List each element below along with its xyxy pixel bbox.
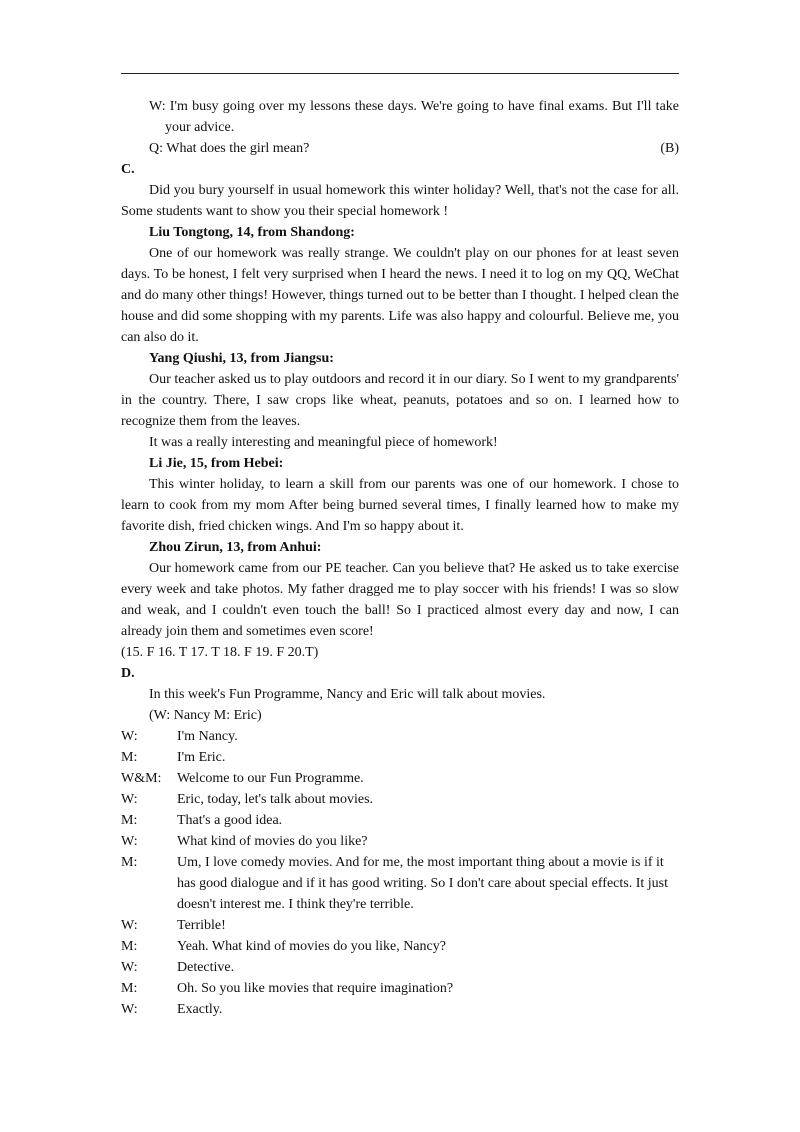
speaker: M: [121, 939, 138, 954]
speaker: W: [121, 1002, 138, 1017]
speaker: W: [121, 834, 138, 849]
speaker: W: [121, 960, 138, 975]
section-c-label: C. [121, 162, 135, 177]
speaker: W: [121, 792, 138, 807]
utterance: That's a good idea. [177, 813, 283, 828]
page-body [121, 96, 679, 1020]
utterance: Detective. [177, 960, 235, 975]
speaker: W&M: [121, 771, 162, 786]
question-answer: (B) [660, 141, 679, 156]
dialogue-row [121, 957, 679, 978]
student-paragraph: One of our homework was really strange. We couldn't play on our phones for at least seven days. To be honest, I felt very surprised when I heard the news. I need it to log on my QQ, WeChat and do many other things! However, things turned out to be better than I thought. I helped clean the house and did some shopping with my parents. Life was also happy and colourful. Believe me, you can also do it. [121, 246, 679, 345]
question-text: Q: What does the girl mean? [149, 141, 310, 156]
utterance: Welcome to our Fun Programme. [177, 771, 364, 786]
dialogue-row [121, 915, 679, 936]
dialogue-line-w: W: I'm busy going over my lessons these days. We're going to have final exams. But I'll take your advice. [149, 99, 679, 135]
utterance: What kind of movies do you like? [177, 834, 368, 849]
section-c-answers: (15. F 16. T 17. T 18. F 19. F 20.T) [121, 645, 319, 660]
dialogue-row [121, 810, 679, 831]
dialogue-row [121, 999, 679, 1020]
dialogue-row [121, 936, 679, 957]
utterance: I'm Nancy. [177, 729, 238, 744]
student-paragraph: Our teacher asked us to play outdoors and record it in our diary. So I went to my grandparents' in the country. There, I saw crops like wheat, peanuts, potatoes and so on. I learned how to recognize them from the leaves. [121, 372, 679, 429]
section-d-cast: (W: Nancy M: Eric) [149, 708, 262, 723]
utterance: Exactly. [177, 1002, 223, 1017]
section-d-intro: In this week's Fun Programme, Nancy and Eric will talk about movies. [149, 687, 546, 702]
utterance: Um, I love comedy movies. And for me, the most important thing about a movie is if it has good dialogue and if it has good writing. So I don't care about special effects. It just doesn't interest me. I think they're terrible. [177, 855, 668, 912]
dialogue-row [121, 726, 679, 747]
utterance: Eric, today, let's talk about movies. [177, 792, 374, 807]
dialogue-row [121, 768, 679, 789]
dialogue-row [121, 978, 679, 999]
student-paragraph: It was a really interesting and meaningful piece of homework! [149, 435, 498, 450]
student-paragraph: This winter holiday, to learn a skill from our parents was one of our homework. I chose to learn to cook from my mom After being burned several times, I finally learned how to make my favorite dish, fried chicken wings. And I'm so happy about it. [121, 477, 679, 534]
student-heading: Yang Qiushi, 13, from Jiangsu: [149, 351, 334, 366]
speaker: M: [121, 750, 138, 765]
speaker: M: [121, 855, 138, 870]
dialogue-row [121, 852, 679, 915]
dialogue-row [121, 831, 679, 852]
utterance: I'm Eric. [177, 750, 226, 765]
section-d-label: D. [121, 666, 135, 681]
utterance: Oh. So you like movies that require imagination? [177, 981, 454, 996]
utterance: Yeah. What kind of movies do you like, Nancy? [177, 939, 446, 954]
utterance: Terrible! [177, 918, 226, 933]
student-heading: Zhou Zirun, 13, from Anhui: [149, 540, 322, 555]
dialogue-row [121, 747, 679, 768]
speaker: W: [121, 918, 138, 933]
speaker: M: [121, 981, 138, 996]
dialogue-row [121, 789, 679, 810]
speaker: M: [121, 813, 138, 828]
student-paragraph: Our homework came from our PE teacher. Can you believe that? He asked us to take exercise every week and take photos. My father dragged me to play soccer with his friends! I was so slow and weak, and I couldn't even touch the ball! So I practiced almost every day and now, I can already join them and sometimes even score! [121, 561, 679, 639]
student-heading: Liu Tongtong, 14, from Shandong: [149, 225, 355, 240]
speaker: W: [121, 729, 138, 744]
student-heading: Li Jie, 15, from Hebei: [149, 456, 284, 471]
section-c-intro: Did you bury yourself in usual homework this winter holiday? Well, that's not the case for all. Some students want to show you their special homework ! [121, 183, 679, 219]
dialogue-list [121, 726, 679, 1020]
header-rule [121, 73, 679, 74]
question-row [121, 138, 679, 159]
